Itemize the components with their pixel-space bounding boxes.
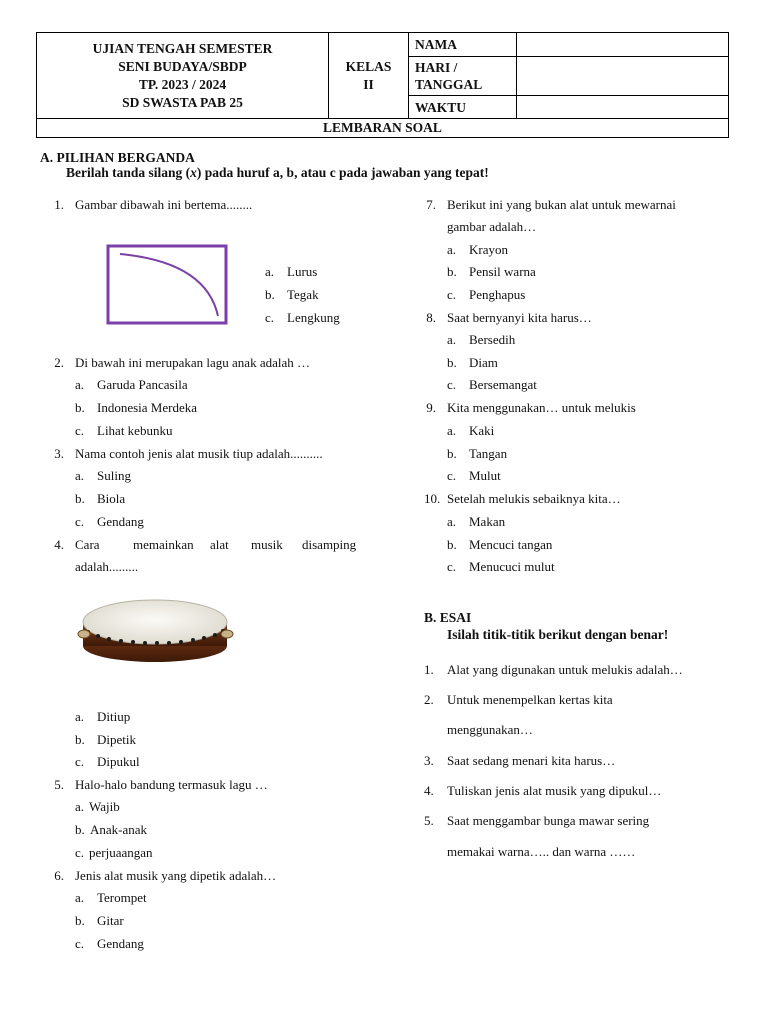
option-text: Garuda Pancasila xyxy=(97,377,188,392)
option-letter: c. xyxy=(447,468,457,483)
option-letter: c. xyxy=(75,845,85,860)
date-label xyxy=(409,57,517,95)
essay-text: Untuk menempelkan kertas kita xyxy=(447,692,613,707)
question-text: Nama contoh jenis alat musik tiup adalah.......... xyxy=(75,446,323,461)
question-text: Halo-halo bandung termasuk lagu … xyxy=(75,777,268,792)
time-label: WAKTU xyxy=(409,96,517,118)
time-field[interactable] xyxy=(517,96,729,118)
name-row xyxy=(409,33,729,57)
option-text: Makan xyxy=(469,514,506,529)
date-label-text: TANGGAL xyxy=(415,77,483,92)
option-letter: a. xyxy=(75,890,85,905)
question-number: 10. xyxy=(424,491,441,506)
option-letter: b. xyxy=(75,491,85,506)
essay-text: Tuliskan jenis alat musik yang dipukul… xyxy=(447,783,662,798)
question-number: 2. xyxy=(54,355,64,370)
option-text: Krayon xyxy=(469,242,508,257)
option-letter: a. xyxy=(75,468,85,483)
option-letter: c. xyxy=(75,514,85,529)
section-a-instruction xyxy=(66,165,489,181)
option-letter: a. xyxy=(447,423,457,438)
time-row xyxy=(409,96,729,118)
sheet-title: LEMBARAN SOAL xyxy=(37,118,728,137)
essay-5-line2: memakai warna….. dan warna …… xyxy=(447,844,636,859)
option-letter: a. xyxy=(447,242,457,257)
option-text: Kaki xyxy=(469,423,495,438)
instruction-part: Berilah tanda silang ( xyxy=(66,165,191,180)
tambourine-drum-image xyxy=(76,594,234,666)
section-b-instruction: Isilah titik-titik berikut dengan benar! xyxy=(447,627,669,642)
option-letter: c. xyxy=(265,310,275,325)
question-number: 8. xyxy=(426,310,436,325)
question-text: Gambar dibawah ini bertema........ xyxy=(75,197,253,212)
option-text: Dipetik xyxy=(97,732,136,747)
option-letter: b. xyxy=(75,732,85,747)
option-text: Gendang xyxy=(97,936,144,951)
option-text: Gendang xyxy=(97,514,144,529)
question-word: alat xyxy=(210,537,229,552)
option-text: Wajib xyxy=(89,799,120,814)
section-a-heading: A. PILIHAN BERGANDA xyxy=(40,150,195,165)
option-text: Bersedih xyxy=(469,332,516,347)
option-letter: a. xyxy=(75,799,85,814)
option-text: perjuaangan xyxy=(89,845,153,860)
question-4-line2: adalah......... xyxy=(75,559,139,574)
question-text: Kita menggunakan… untuk melukis xyxy=(447,400,636,415)
question-number: 9. xyxy=(426,400,436,415)
name-field[interactable] xyxy=(517,33,729,56)
student-fields xyxy=(409,33,729,118)
option-letter: a. xyxy=(447,332,457,347)
option-letter: c. xyxy=(75,754,85,769)
essay-number: 2. xyxy=(424,692,434,707)
essay-text: Saat sedang menari kita harus… xyxy=(447,753,616,768)
option-text: Menucuci mulut xyxy=(469,559,555,574)
option-letter: b. xyxy=(447,264,457,279)
essay-number: 3. xyxy=(424,753,434,768)
essay-number: 5. xyxy=(424,813,434,828)
option-letter: c. xyxy=(75,936,85,951)
class-label: KELAS xyxy=(345,58,392,74)
question-number: 3. xyxy=(54,446,64,461)
date-row xyxy=(409,57,729,96)
question-text: Di bawah ini merupakan lagu anak adalah … xyxy=(75,355,310,370)
question-text: Setelah melukis sebaiknya kita… xyxy=(447,491,621,506)
option-text: Lihat kebunku xyxy=(97,423,173,438)
option-letter: a. xyxy=(447,514,457,529)
option-text: Dipukul xyxy=(97,754,140,769)
question-text: Berikut ini yang bukan alat untuk mewarnai xyxy=(447,197,676,212)
essay-2-line2: menggunakan… xyxy=(447,722,533,737)
option-letter: a. xyxy=(75,709,85,724)
exam-header-table xyxy=(36,32,729,138)
question-word: musik xyxy=(251,537,283,552)
option-text: Mulut xyxy=(469,468,501,483)
option-letter: a. xyxy=(265,264,275,279)
option-text: Bersemangat xyxy=(469,377,537,392)
essay-text: Saat menggambar bunga mawar sering xyxy=(447,813,650,828)
curve-image xyxy=(106,244,228,325)
option-text: Tegak xyxy=(287,287,319,302)
question-word: disamping xyxy=(302,537,357,552)
option-text: Biola xyxy=(97,491,126,506)
name-label: NAMA xyxy=(409,33,517,56)
option-text: Terompet xyxy=(97,890,147,905)
option-letter: b. xyxy=(447,537,457,552)
instruction-part: ) pada huruf a, b, atau c pada jawaban yang tepat! xyxy=(196,165,489,180)
question-word: Cara xyxy=(75,537,100,552)
option-text: Pensil warna xyxy=(469,264,536,279)
option-text: Lengkung xyxy=(287,310,340,325)
question-text: Jenis alat musik yang dipetik adalah… xyxy=(75,868,277,883)
option-text: Mencuci tangan xyxy=(469,537,553,552)
option-letter: c. xyxy=(75,423,85,438)
exam-title: UJIAN TENGAH SEMESTER xyxy=(92,40,273,56)
essay-number: 4. xyxy=(424,783,434,798)
school-year: TP. 2023 / 2024 xyxy=(138,76,227,92)
option-text: Gitar xyxy=(97,913,124,928)
school-name: SD SWASTA PAB 25 xyxy=(122,94,243,110)
question-number: 1. xyxy=(54,197,64,212)
option-letter: c. xyxy=(447,377,457,392)
option-text: Indonesia Merdeka xyxy=(97,400,197,415)
option-text: Diam xyxy=(469,355,498,370)
option-text: Ditiup xyxy=(97,709,131,724)
question-text: Saat bernyanyi kita harus… xyxy=(447,310,592,325)
question-number: 6. xyxy=(54,868,64,883)
question-word: memainkan xyxy=(133,537,194,552)
option-letter: b. xyxy=(75,822,85,837)
essay-number: 1. xyxy=(424,662,434,677)
option-letter: a. xyxy=(75,377,85,392)
question-7-line2: gambar adalah… xyxy=(447,219,537,234)
option-letter: b. xyxy=(75,400,85,415)
option-text: Anak-anak xyxy=(90,822,148,837)
school-info xyxy=(37,33,329,118)
essay-text: Alat yang digunakan untuk melukis adalah… xyxy=(447,662,683,677)
question-number: 5. xyxy=(54,777,64,792)
question-number: 7. xyxy=(426,197,436,212)
date-field[interactable] xyxy=(517,57,729,95)
option-letter: c. xyxy=(447,559,457,574)
option-text: Penghapus xyxy=(469,287,526,302)
class-value: II xyxy=(363,76,374,92)
option-text: Tangan xyxy=(469,446,508,461)
option-text: Suling xyxy=(97,468,131,483)
section-b-heading: B. ESAI xyxy=(424,610,472,625)
option-letter: c. xyxy=(447,287,457,302)
option-letter: b. xyxy=(75,913,85,928)
option-letter: b. xyxy=(447,446,457,461)
question-number: 4. xyxy=(54,537,64,552)
option-letter: b. xyxy=(447,355,457,370)
option-letter: b. xyxy=(265,287,275,302)
instruction-x: x xyxy=(190,165,197,180)
option-text: Lurus xyxy=(287,264,318,279)
subject-name: SENI BUDAYA/SBDP xyxy=(118,58,247,74)
class-cell xyxy=(329,33,409,118)
day-label: HARI / xyxy=(415,60,458,75)
